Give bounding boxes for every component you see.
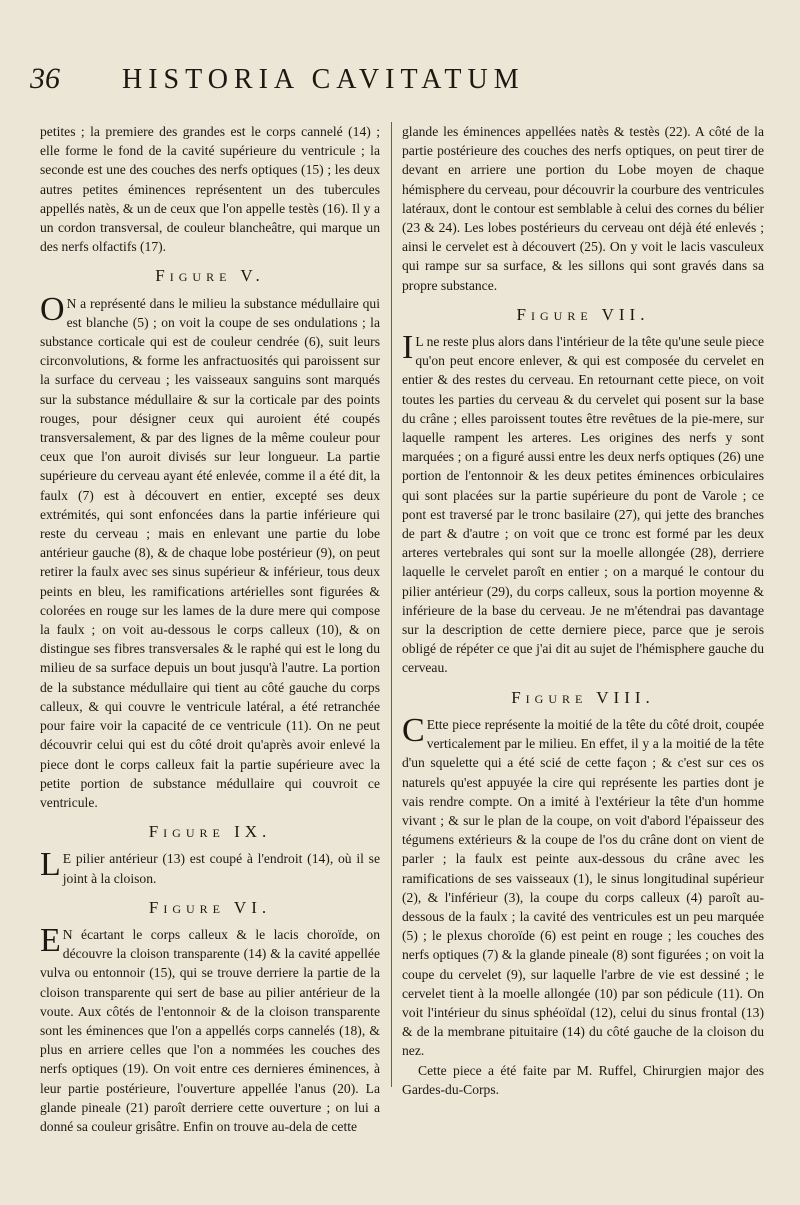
- right-column: [402, 122, 764, 1099]
- figure-8-text: [402, 711, 764, 1061]
- figure-7-body: L ne reste plus alors dans l'intérieur de la tête qu'une seule piece qu'on peut encore enlever, & qui est composée du cervelet en entier & des restes du cerveau. En retournant cette piece, on voit toutes les parties du cerveau & du cervelet qui posent sur la base du crâne ; elles paroissent toutes être revêtues de la pie-mere, sur laquelle rampent les arteres. Les origines des nerfs y sont marquées ; on a figuré aussi entre les deux nerfs optiques (26) une portion de l'entonnoir & les deux petites éminences orbiculaires qui sont placées sur la partie supérieure du pont de Varole ; ce pont est traversé par le tronc basilaire (27), qui jette des branches de part & d'autre ; on voit que ce tronc est formé par les deux arteres vertebrales qui sont sur la moelle allongée (28), derriere laquelle le cervelet paroît en entier ; on a marqué le contour du pilier antérieur (29), du corps calleux, sous la portion moyenne & inférieure de la base du cerveau. Je ne m'étendrai pas davantage sur la description de cette derniere piece, parce que je serois obligé de répéter ce que j'ai dit au sujet de l'hémisphere gauche du cerveau.: [402, 334, 764, 676]
- page-number: 36: [30, 62, 60, 95]
- left-column: [40, 122, 380, 1136]
- dropcap: O: [40, 290, 65, 328]
- figure-9-body: E pilier antérieur (13) est coupé à l'endroit (14), où il se joint à la cloison.: [62, 851, 380, 886]
- figure-8-heading: Figure VIII.: [511, 687, 655, 707]
- figure-6-body: N écartant le corps calleux & le lacis choroïde, on découvre la cloison transparente (14) & la cavité appellée vulva ou entonnoir (15), qui se trouve derriere la partie de la cloison transparente qui sert de base au pilier antérieur de la voute. Aux côtés de l'entonnoir & de la cloison transparente sont les éminences que l'on a appellés corps cannelés (18), & plus en arriere celles que l'on a nommées les couches des nerfs optiques (19). On voit entre ces dernieres éminences, à leur partie postérieure, l'ouverture appellée l'anus (20). La glande pineale (21) paroît derriere cette ouverture ; on lui a donné sa couleur grisâtre. Enfin on trouve au-dela de cette: [40, 926, 380, 1134]
- figure-5-heading: Figure V.: [155, 266, 265, 286]
- figure-6-heading: Figure VI.: [148, 897, 272, 917]
- figure-7-text: [402, 329, 764, 678]
- dropcap: L: [40, 846, 61, 884]
- figure-6-text: [40, 921, 380, 1136]
- column-divider: [391, 122, 392, 1087]
- figure-9-text: [40, 846, 380, 887]
- figure-8-body: Ette piece représente la moitié de la tête du côté droit, coupée verticalement par le milieu. En effet, il y a la moitié de la tête d'un squelette qui a été scié de cette façon ; & c'est sur ces os naturels qu'est appuyée la cire qui représente les parties dont je vais rendre compte. On a imité à l'extérieur la tête d'un homme vivant ; & sur le plan de la coupe, on voit d'abord l'épaisseur des tégumens extérieurs & la coupe de l'os du crâne dont on vient de parler ; la faulx est peinte aux-dessous du crâne avec les ramifications de ses vaisseaux (1), le sinus longitudinal supérieur (2), & l'inférieur (3), la coupe du corps calleux (4) paroît au-dessous de la faulx ; la cavité des ventricules est un peu marquée (5) ; le plexus choroïde (6) est peint en rouge ; les couches des nerfs optiques (7) & la glande pineale (8) sont figurées ; on voit la coupe du cervelet (9), sur laquelle l'arbre de vie est dessiné ; le cervelet tient à la moelle allongée (10) par son pédicule (11). On voit l'intérieur du sinus sphéoïdal (12), celui du sinus frontal (13) & de la membrane pituitaire (14) du côté gauche de la cloison du nez.: [402, 716, 764, 1059]
- dropcap: C: [402, 711, 425, 749]
- paragraph-intro: petites ; la premiere des grandes est le corps cannelé (14) ; elle forme le fond de la cavité supérieure du ventricule ; la seconde est une des couches des nerfs optiques (15) ; les deux autres petites éminences représentent un des tubercules appellés natès, & un de ceux que l'on appelle testès (16). Il y a un cordon transversal, de couleur blancheâtre, qui marque un des nerfs olfactifs (17).: [40, 124, 380, 255]
- paragraph-continued: glande les éminences appellées natès & testès (22). A côté de la partie postérieure des couches des nerfs optiques, on peut tirer de devant en arriere une portion du Lobe moyen de chaque hémisphere du cerveau, pour découvrir la courbure des ventricules latéraux, dont le contour est semblable à celui des cornes du bélier (23 & 24). Les lobes postérieurs du cerveau ont déjà été enlevés ; ainsi le cervelet est à découvert (25). On y voit le lacis vasculeux qui rampe sur sa surface, & les sillons qui sont gravés dans sa propre substance.: [402, 124, 764, 293]
- figure-7-heading: Figure VII.: [516, 304, 650, 324]
- dropcap: I: [402, 329, 414, 367]
- figure-5-body: N a représenté dans le milieu la substance médullaire qui est blanche (5) ; on voit la coupe de ses ondulations ; la substance corticale qui est de couleur cendrée (6), suit leurs circonvolutions, & forme les anfractuosités qui paroissent sur la surface du cerveau ; les vaisseaux sanguins sont marqués sur la substance médullaire & sur la corticale par des points rouges, pour désigner ceux qui auroient été coupés transversalement, & par des lignes de la même couleur pour ceux que l'on auroit divisés sur leur longueur. La partie supérieure du cerveau ayant été enlevée, comme il a été dit, la faulx (7) est à découvert en entier, excepté ses deux extrémités, qui sont enfoncées dans la partie inférieure qui reste du cerveau ; mais en enlevant une partie du lobe antérieur gauche (8), & de chaque lobe postérieur (9), on peut retirer la faulx avec ses sinus supérieur & inférieur, tous deux peints en bleu, les ramifications artérielles sont figurées & colorées en rouge sur les lames de la dure mere qui compose la faulx ; on voit au-dessous le corps calleux (10), & on distingue ses fibres transversales & le raphé qui est le long du milieu de sa surface depuis un bout jusqu'à l'autre. La portion de la substance médullaire qui tient au côté gauche du corps calleux, & qui couvre le ventricule latéral, a été retranchée pour faire voir la capacité de ce ventricule (11). On ne peut découvrir celui qui est du côté droit qu'après avoir enlevé la piece dont le corps calleux fait la partie supérieure avec la petite portion de substance médullaire qui couvroit ce ventricule.: [40, 295, 380, 810]
- figure-5-text: [40, 290, 380, 812]
- running-title: HISTORIA CAVITATUM: [122, 64, 525, 95]
- dropcap: E: [40, 921, 61, 959]
- running-header: [30, 62, 770, 102]
- credit-line: Cette piece a été faite par M. Ruffel, Chirurgien major des Gardes-du-Corps.: [402, 1062, 764, 1097]
- figure-9-heading: Figure IX.: [148, 822, 272, 842]
